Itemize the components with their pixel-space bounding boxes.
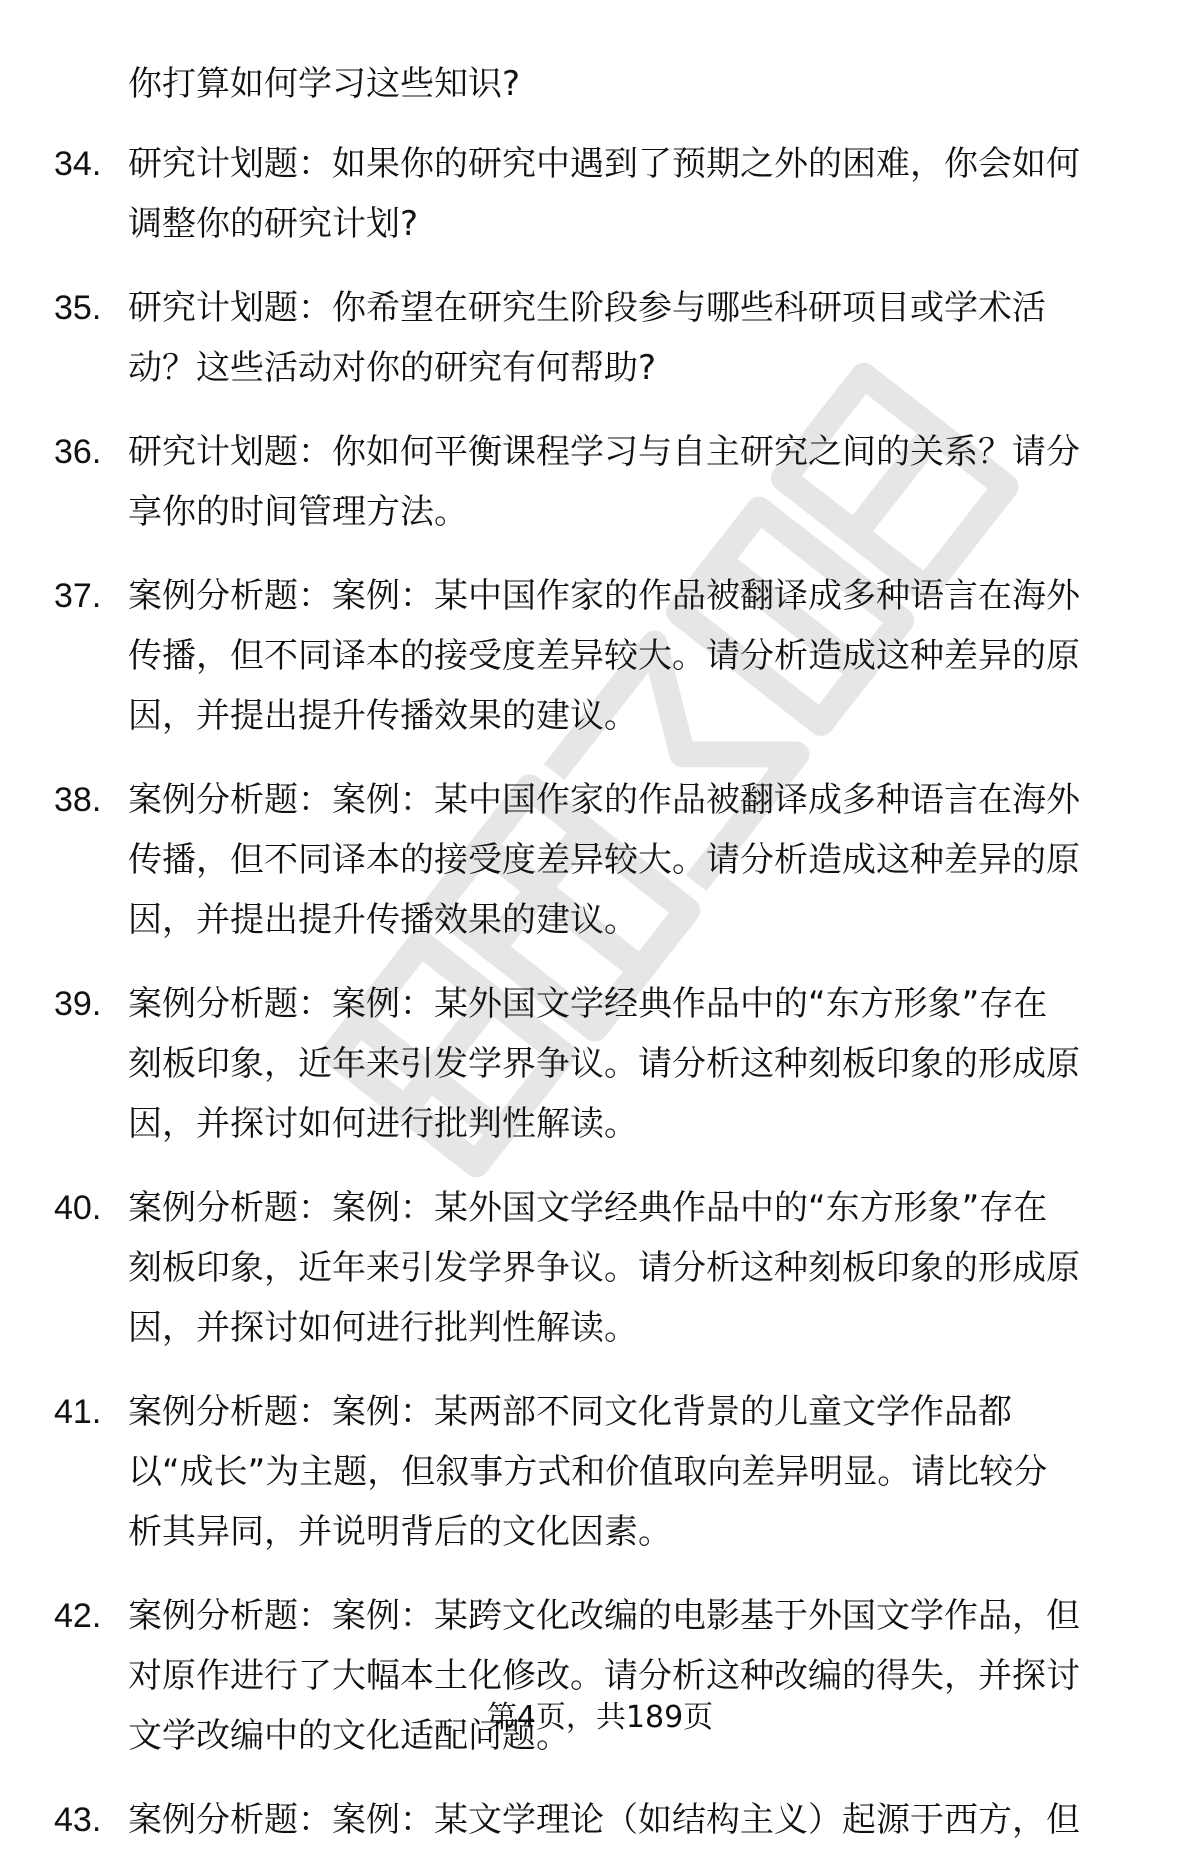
question-item-36: [0, 422, 1200, 542]
question-text-line: 案例分析题：案例：某外国文学经典作品中的“东方形象”存在: [128, 1188, 1048, 1228]
question-text-line: 研究计划题：如果你的研究中遇到了预期之外的困难，你会如何: [128, 144, 1080, 184]
question-item-35: [0, 278, 1200, 398]
question-item-37: [0, 566, 1200, 746]
question-text-line: 动？这些活动对你的研究有何帮助?: [128, 348, 657, 388]
question-text-line: 研究计划题：你希望在研究生阶段参与哪些科研项目或学术活: [128, 288, 1046, 328]
question-text-line: 享你的时间管理方法。: [128, 492, 468, 532]
question-item-43: [0, 1790, 1200, 1850]
question-text-line: 刻板印象，近年来引发学界争议。请分析这种刻板印象的形成原: [128, 1248, 1080, 1288]
question-number: 43.: [54, 1801, 102, 1839]
question-number: 40.: [54, 1189, 102, 1227]
question-item-40: [0, 1178, 1200, 1358]
question-text-line: 析其异同，并说明背后的文化因素。: [128, 1512, 672, 1552]
question-number: 35.: [54, 289, 102, 327]
page-footer: 第4页，共189页: [486, 1700, 714, 1735]
question-text-line: 因，并探讨如何进行批判性解读。: [128, 1308, 638, 1348]
question-text-line: 对原作进行了大幅本土化修改。请分析这种改编的得失，并探讨: [128, 1656, 1080, 1696]
question-text-line: 传播，但不同译本的接受度差异较大。请分析造成这种差异的原: [128, 840, 1080, 880]
question-number: 42.: [54, 1597, 102, 1635]
question-text-line: 研究计划题：你如何平衡课程学习与自主研究之间的关系？请分: [128, 432, 1080, 472]
question-number: 39.: [54, 985, 102, 1023]
question-number: 37.: [54, 577, 102, 615]
question-item-39: [0, 974, 1200, 1154]
question-text-line: 因，并探讨如何进行批判性解读。: [128, 1104, 638, 1144]
question-text-line: 案例分析题：案例：某两部不同文化背景的儿童文学作品都: [128, 1392, 1012, 1432]
question-text-line: 因，并提出提升传播效果的建议。: [128, 900, 638, 940]
question-text-line: 文学改编中的文化适配问题。: [128, 1716, 570, 1756]
question-text-line: 刻板印象，近年来引发学界争议。请分析这种刻板印象的形成原: [128, 1044, 1080, 1084]
question-number: 34.: [54, 145, 102, 183]
question-text-line: 传播，但不同译本的接受度差异较大。请分析造成这种差异的原: [128, 636, 1080, 676]
question-item-41: [0, 1382, 1200, 1562]
continued-text: 你打算如何学习这些知识?: [128, 64, 521, 104]
question-text-line: 案例分析题：案例：某外国文学经典作品中的“东方形象”存在: [128, 984, 1048, 1024]
question-number: 38.: [54, 781, 102, 819]
question-text-line: 因，并提出提升传播效果的建议。: [128, 696, 638, 736]
question-list: [0, 58, 1200, 1850]
question-text-line: 案例分析题：案例：某中国作家的作品被翻译成多种语言在海外: [128, 576, 1080, 616]
question-text-line: 案例分析题：案例：某文学理论（如结构主义）起源于西方，但: [128, 1800, 1080, 1840]
question-text-line: 调整你的研究计划?: [128, 204, 419, 244]
question-number: 36.: [54, 433, 102, 471]
question-number: 41.: [54, 1393, 102, 1431]
question-text-line: 案例分析题：案例：某中国作家的作品被翻译成多种语言在海外: [128, 780, 1080, 820]
question-text-line: 案例分析题：案例：某跨文化改编的电影基于外国文学作品，但: [128, 1596, 1080, 1636]
question-item-34: [0, 134, 1200, 254]
question-text-line: 以“成长”为主题，但叙事方式和价值取向差异明显。请比较分: [128, 1452, 1048, 1492]
question-item-38: [0, 770, 1200, 950]
